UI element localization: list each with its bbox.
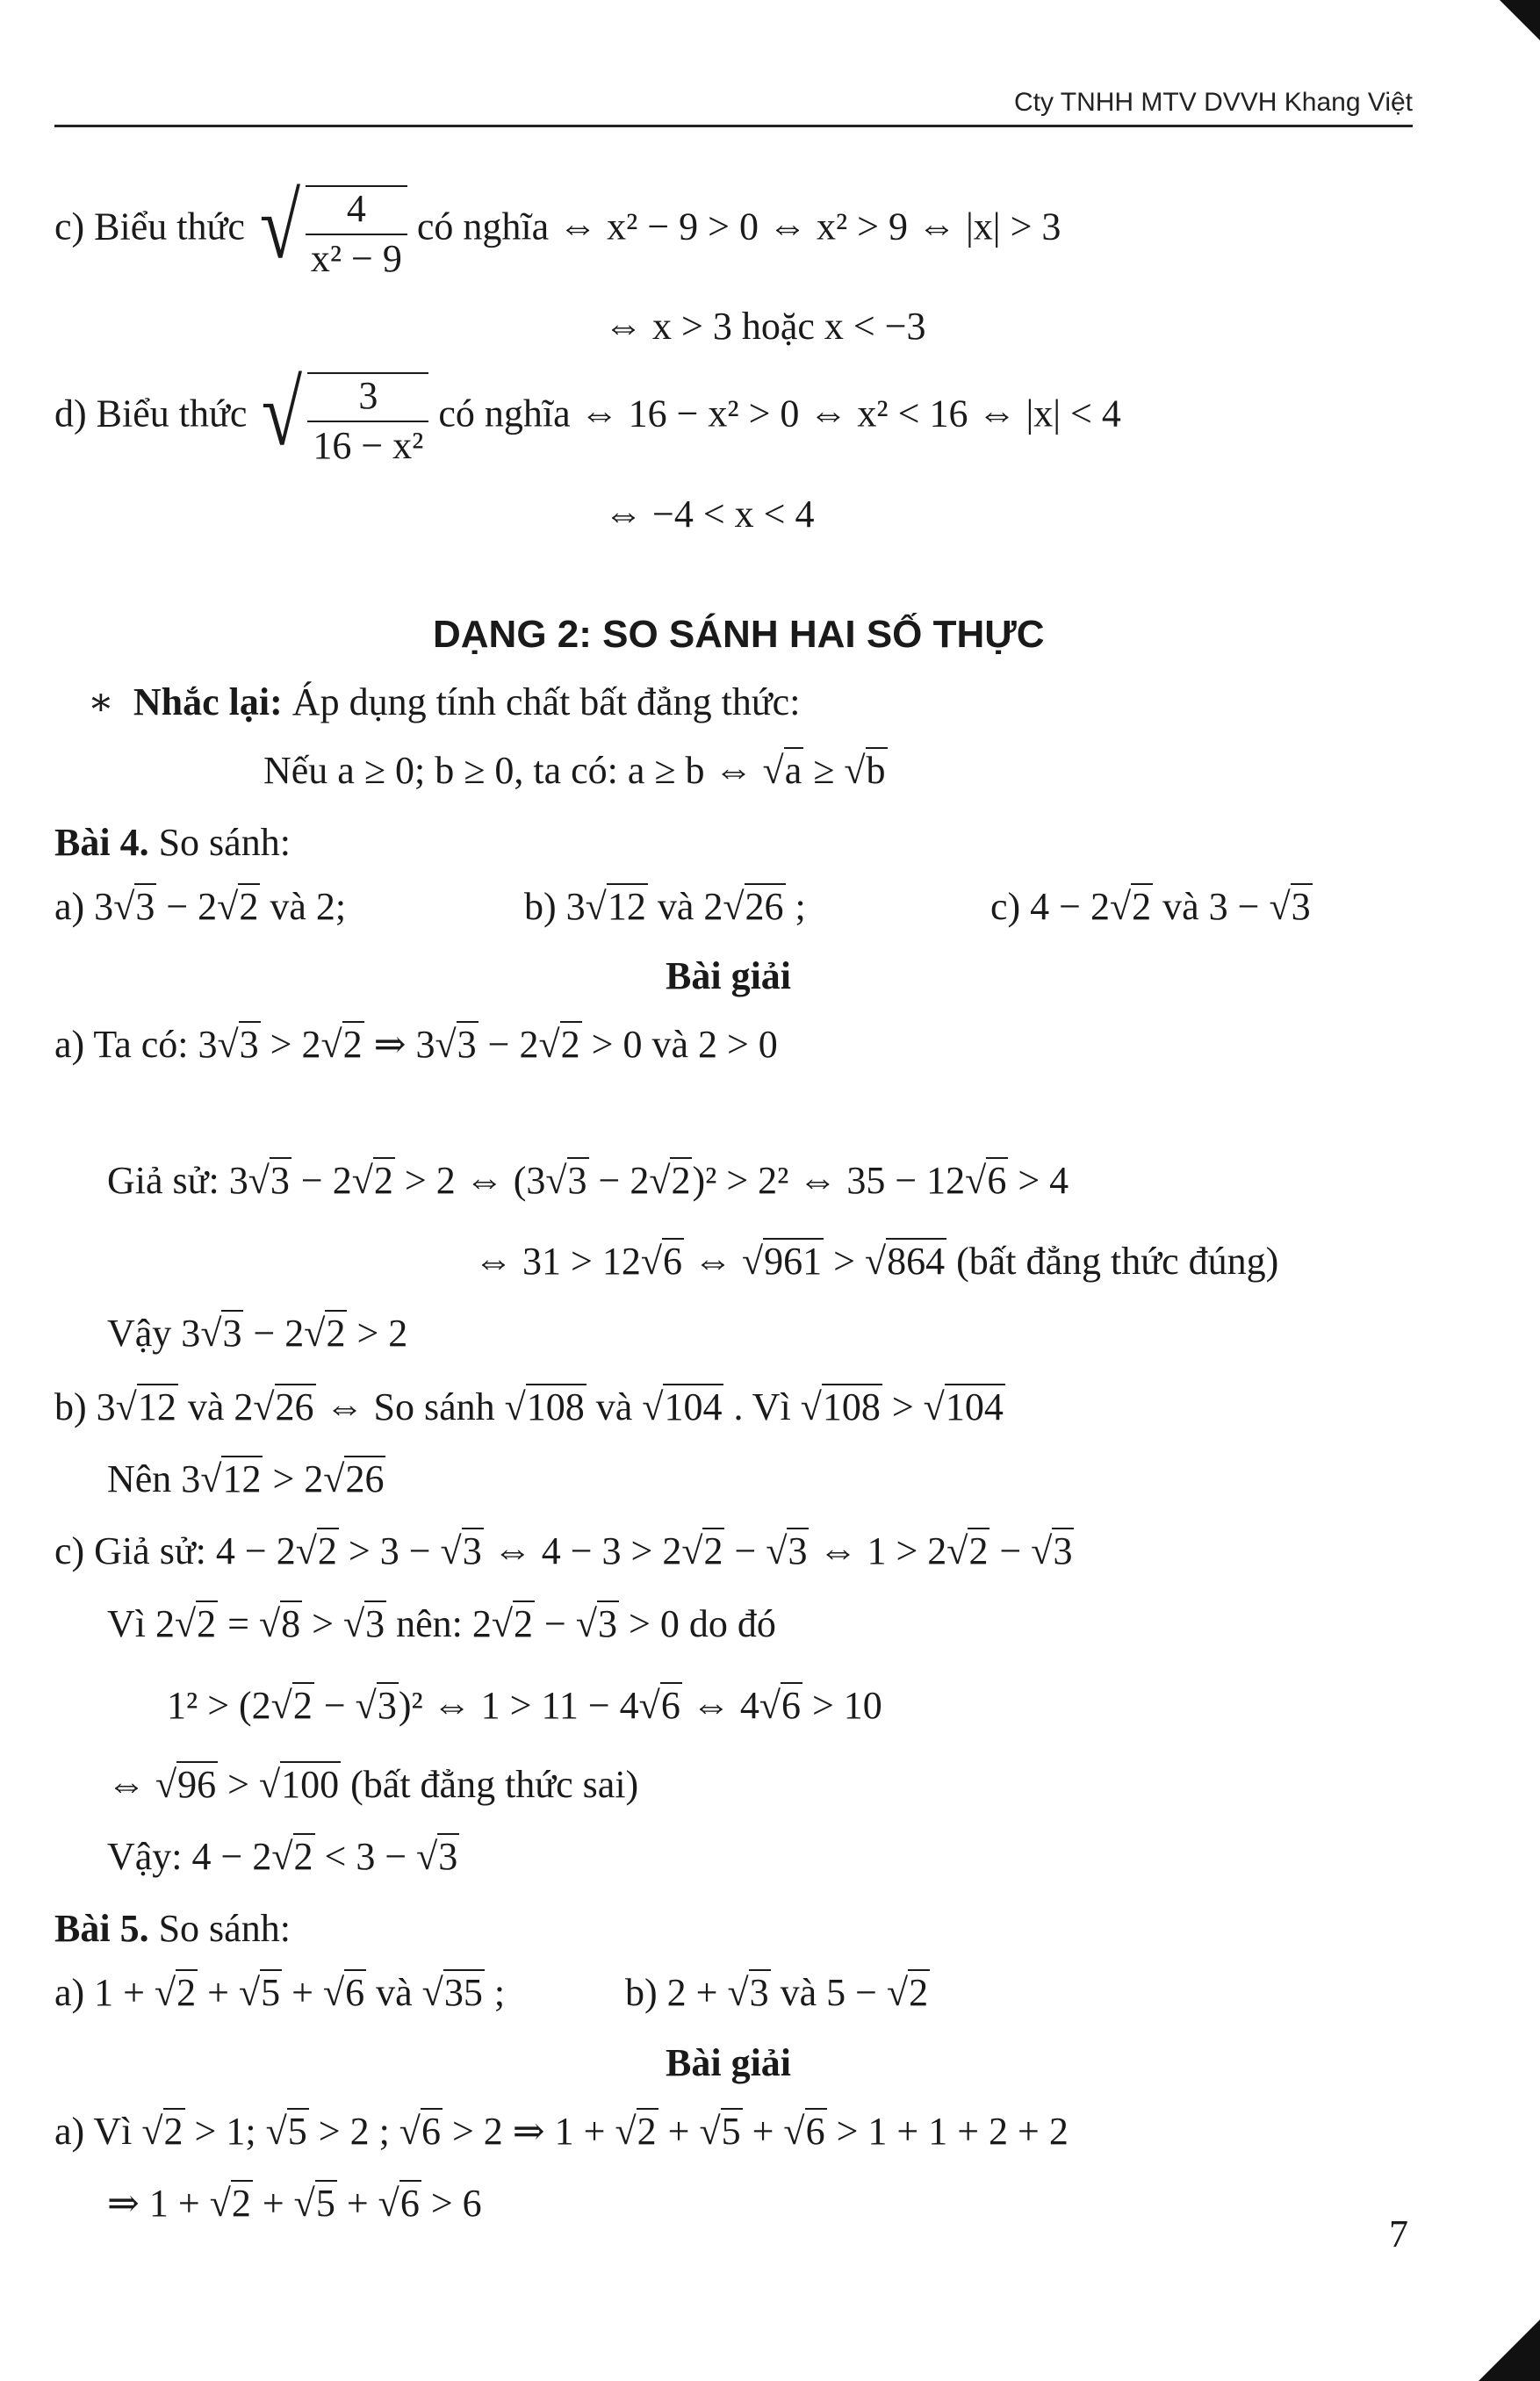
running-header: Cty TNHH MTV DVVH Khang Việt — [1013, 88, 1413, 117]
part-c-denominator: x² − 9 — [310, 236, 402, 280]
corner-mark-top — [1500, 0, 1540, 40]
part-d-denominator: 16 − x² — [313, 423, 424, 467]
solution-5a-line1: a) Vì √2 > 1; √5 > 2 ; √6 > 2 ⇒ 1 + √2 + √5 + √6 > 1 + 1 + 2 + 2 — [54, 2110, 1069, 2153]
part-d-radical: √ $\frac{3}{\text{16 − x²}}$ — [256, 367, 428, 468]
reminder-text: Áp dụng tính chất bất đẳng thức: — [282, 680, 801, 723]
exercise-4-a: a) 3√3 − 2√2 và 2; — [54, 885, 347, 928]
exercise-4-c: c) 4 − 2√2 và 3 − √3 — [990, 885, 1311, 928]
solution-4a-line1: a) Ta có: 3√3 > 2√2 ⇒ 3√3 − 2√2 > 0 và 2 > 0 — [54, 1023, 778, 1066]
solution-4c-line4: ⇔ √96 > √100 (bất đẳng thức sai) — [107, 1763, 639, 1806]
exercise-4-b: b) 3√12 và 2√26 ; — [524, 885, 806, 928]
section-title: DẠNG 2: SO SÁNH HAI SỐ THỰC — [433, 613, 1045, 656]
solution-4c-line2: Vì 2√2 = √8 > √3 nên: 2√2 − √3 > 0 do đó — [107, 1602, 776, 1645]
solution-4a-conclusion: Vậy 3√3 − 2√2 > 2 — [107, 1312, 408, 1355]
exercise-5-solution-title: Bài giải — [666, 2041, 792, 2084]
reminder-label: Nhắc lại: — [133, 680, 283, 723]
part-c-label: c) Biểu thức — [54, 205, 245, 248]
page-number: 7 — [1389, 2212, 1408, 2255]
part-d-line — [54, 362, 1121, 468]
part-d-result: ⇔ −4 < x < 4 — [604, 493, 815, 536]
part-d-condition: có nghĩa ⇔ 16 − x² > 0 ⇔ x² < 16 ⇔ |x| < 4 — [438, 392, 1121, 435]
part-c-radical: √ $\frac{4}{\text{x² − 9}}$ — [255, 180, 407, 281]
solution-4b-line1: b) 3√12 và 2√26 ⇔ So sánh √108 và √104 . Vì √108 > √104 — [54, 1385, 1004, 1428]
solution-4a-line3: ⇔ 31 > 12√6 ⇔ √961 > √864 (bất đẳng thức đúng) — [474, 1240, 1279, 1283]
solution-4c-line3: 1² > (2√2 − √3)² ⇔ 1 > 11 − 4√6 ⇔ 4√6 > 10 — [167, 1684, 882, 1727]
exercise-4-solution-title: Bài giải — [666, 954, 792, 997]
solution-4a-line2: Giả sử: 3√3 − 2√2 > 2 ⇔ (3√3 − 2√2)² > 2² ⇔ 35 − 12√6 > 4 — [107, 1159, 1069, 1202]
solution-4c-conclusion: Vậy: 4 − 2√2 < 3 − √3 — [107, 1835, 458, 1878]
solution-5a-line2: ⇒ 1 + √2 + √5 + √6 > 6 — [107, 2182, 482, 2225]
reminder-formula: Nếu a ≥ 0; b ≥ 0, ta có: a ≥ b ⇔ √a ≥ √b — [263, 749, 886, 792]
header-rule — [54, 125, 1413, 127]
reminder-line: ∗ Nhắc lại: Áp dụng tính chất bất đẳng thức: — [88, 680, 801, 723]
exercise-5-a: a) 1 + √2 + √5 + √6 và √35 ; — [54, 1971, 506, 2014]
solution-4b-conclusion: Nên 3√12 > 2√26 — [107, 1457, 385, 1500]
part-d-label: d) Biểu thức — [54, 392, 248, 435]
exercise-5-b: b) 2 + √3 và 5 − √2 — [625, 1971, 929, 2014]
part-c-result: ⇔ x > 3 hoặc x < −3 — [604, 305, 926, 348]
exercise-5-title: Bài 5. So sánh: — [54, 1907, 291, 1950]
solution-4c-line1: c) Giả sử: 4 − 2√2 > 3 − √3 ⇔ 4 − 3 > 2√2 − √3 ⇔ 1 > 2√2 − √3 — [54, 1529, 1073, 1572]
corner-mark-bottom — [1479, 2320, 1540, 2381]
exercise-4-title: Bài 4. So sánh: — [54, 821, 291, 864]
part-d-numerator: 3 — [307, 374, 428, 422]
part-c-numerator: 4 — [306, 187, 407, 235]
part-c-condition: có nghĩa ⇔ x² − 9 > 0 ⇔ x² > 9 ⇔ |x| > 3 — [416, 205, 1061, 248]
part-c-line — [54, 175, 1061, 281]
